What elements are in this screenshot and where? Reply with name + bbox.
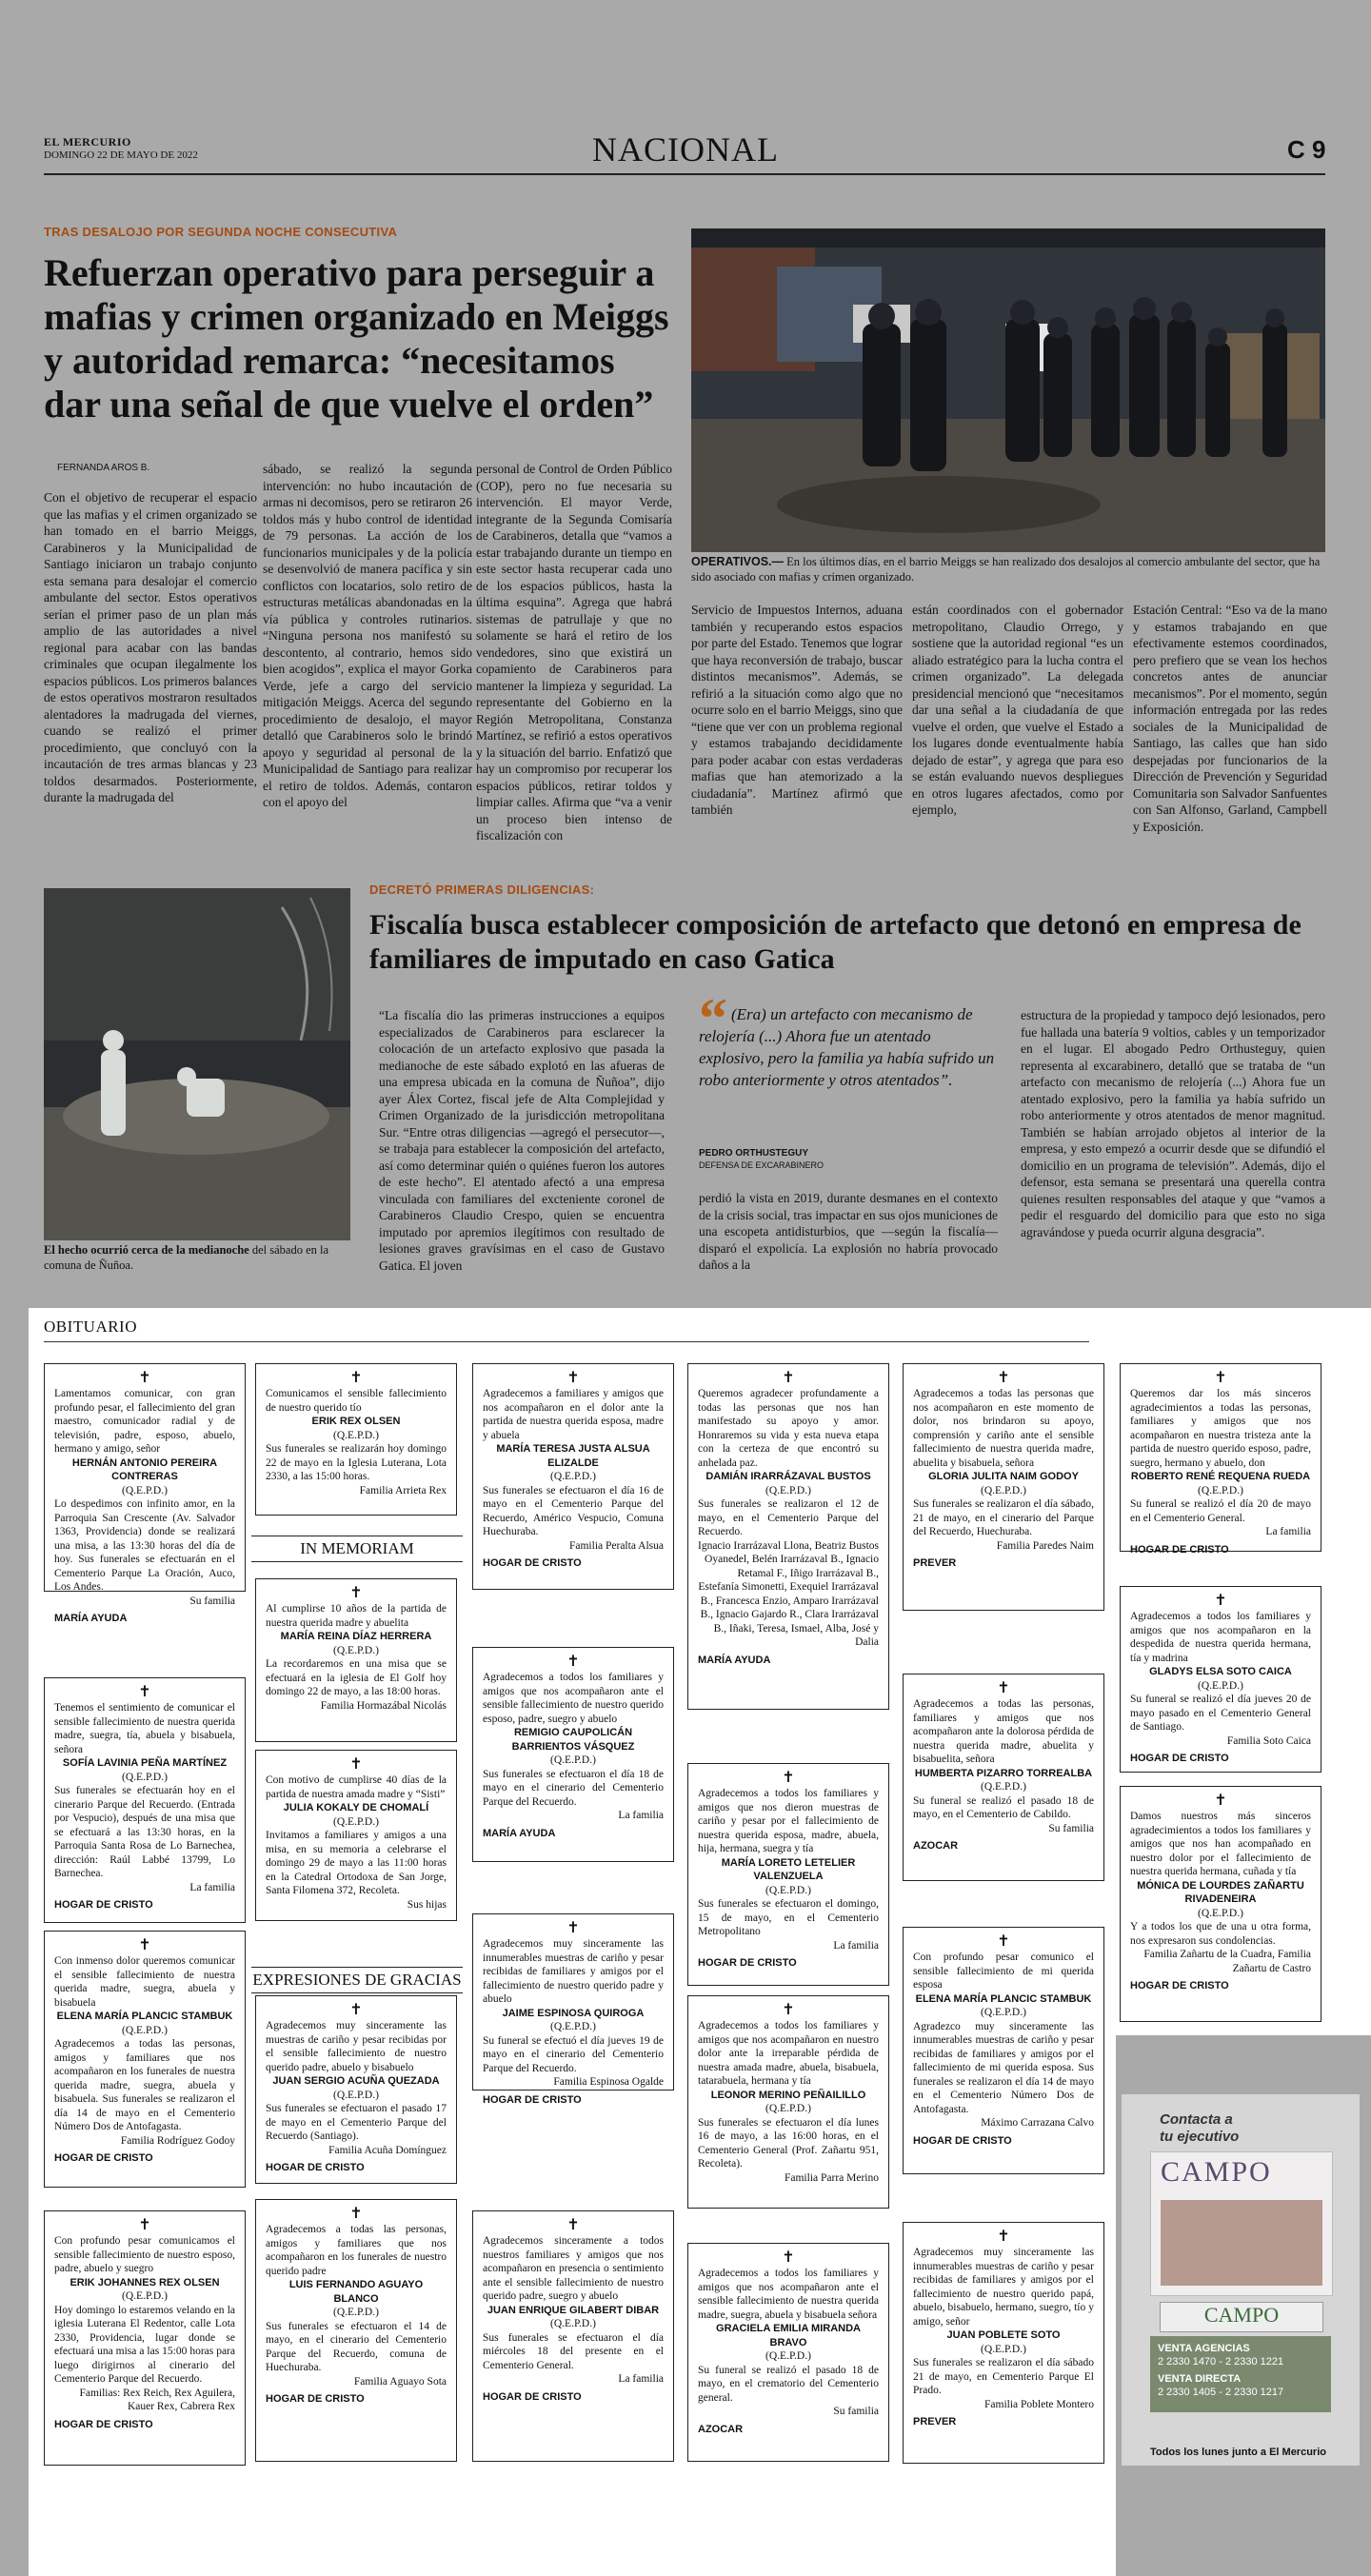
notice-text: Al cumplirse 10 años de la partida de nuestra querida madre y abuelita xyxy=(266,1603,447,1629)
cross-icon: ✝ xyxy=(782,2002,795,2018)
pull-quote-text: (Era) un artefacto con mecanismo de relojería (...) Ahora fue un atentado explosivo, pero la familia ya había sufrido un robo anteriormente y otros atentados”. xyxy=(699,1005,995,1089)
obituary-notice xyxy=(903,1674,1104,1881)
qepd-label: (Q.E.P.D.) xyxy=(981,1484,1026,1496)
notice-details: Sus funerales se efectuaron el pasado 17 de mayo en el Cementerio Parque del Recuerdo (Santiago). xyxy=(266,2103,447,2142)
sponsor-logo: HOGAR DE CRISTO xyxy=(1130,1980,1229,1991)
deceased-name: JAIME ESPINOSA QUIROGA xyxy=(502,2007,645,2019)
cross-icon: ✝ xyxy=(349,1370,363,1386)
qepd-label: (Q.E.P.D.) xyxy=(333,1429,379,1441)
qepd-label: (Q.E.P.D.) xyxy=(122,1484,168,1496)
newspaper-name: EL MERCURIO xyxy=(44,135,131,149)
notice-signature: Su familia xyxy=(189,1595,235,1607)
obituary-notice xyxy=(903,1363,1104,1611)
cross-icon: ✝ xyxy=(349,2206,363,2222)
obituary-notice xyxy=(472,1913,674,2106)
lead-photo xyxy=(691,228,1325,552)
obituary-notice xyxy=(472,1647,674,1862)
sponsor-logo: AZOCAR xyxy=(698,2423,744,2435)
notice-text: Agradecemos a todos los familiares y amigos que nos acompañaron en la despedida de nuestra querida hermana, tía y madrina xyxy=(1130,1611,1311,1664)
notice-text: Agradecemos a todos los familiares y amigos que nos dieron muestras de cariño y pesar por el fallecimiento de nuestra querida esposa, madre, abuela, hija, hermana, suegra y tía xyxy=(698,1788,879,1854)
deceased-name: MÓNICA DE LOURDES ZAÑARTU RIVADENEIRA xyxy=(1137,1879,1304,1905)
obituary-notice xyxy=(255,1750,457,1921)
deceased-name: DAMIÁN IRARRÁZAVAL BUSTOS xyxy=(705,1471,871,1482)
section-title: NACIONAL xyxy=(592,130,779,168)
deceased-name: GRACIELA EMILIA MIRANDA BRAVO xyxy=(716,2323,861,2348)
deceased-name: ELENA MARÍA PLANCIC STAMBUK xyxy=(915,1992,1092,2005)
qepd-label: (Q.E.P.D.) xyxy=(981,2007,1026,2018)
obituary-notice xyxy=(687,2243,889,2462)
sponsor-logo: PREVER xyxy=(913,1557,957,1569)
deceased-name: JUAN POBLETE SOTO xyxy=(946,2329,1061,2341)
notice-signature: Familia Espinosa Ogalde xyxy=(553,2076,664,2088)
notice-details: Agradecemos a todas las personas, amigos y familiares que nos acompañaron en los funerales de nuestra querida madre, suegra, abuela y bisabuela. Sus funerales se realizaron el día 14 de mayo en el Cementerio Número Dos de Antofagasta. xyxy=(54,2038,235,2132)
in-memoriam-heading: IN MEMORIAM xyxy=(251,1536,463,1562)
obituary-notice xyxy=(1120,1786,1321,2022)
notice-signature: Familias: Rex Reich, Rex Aguilera, Kauer Rex, Cabrera Rex xyxy=(79,2387,235,2412)
deceased-name: ELENA MARÍA PLANCIC STAMBUK xyxy=(56,2011,233,2022)
deceased-name: SOFÍA LAVINIA PEÑA MARTÍNEZ xyxy=(62,1757,228,1769)
notice-signature: Familia Hormazábal Nicolás xyxy=(320,1699,447,1712)
qepd-label: (Q.E.P.D.) xyxy=(333,2089,379,2101)
obituary-notice xyxy=(687,1763,889,1986)
notice-details: Sus funerales se efectuaron el día 16 de mayo en el Cementerio Parque del Recuerdo, Américo Vespucio, Comuna Huechuraba. xyxy=(483,1484,664,1537)
notice-text: Agradecemos a todos los familiares y amigos que nos acompañaron ante el sensible fallecimiento de nuestra querida madre, suegra, abuela y bisabuela señora xyxy=(698,2268,879,2321)
page-number: C 9 xyxy=(1287,135,1326,164)
sponsor-logo: HOGAR DE CRISTO xyxy=(483,2093,582,2106)
deceased-name: HUMBERTA PIZARRO TORREALBA xyxy=(914,1767,1093,1779)
notice-details: La recordaremos en una misa que se efectuará en la iglesia de El Golf hoy domingo 22 de mayo, a las 18:00 horas. xyxy=(266,1658,447,1697)
qepd-label: (Q.E.P.D.) xyxy=(122,2024,168,2036)
notice-signature: Familia Acuña Domínguez xyxy=(328,2144,447,2156)
cross-icon: ✝ xyxy=(566,1654,580,1670)
cross-icon: ✝ xyxy=(349,1585,363,1601)
lead-column-1: Con el objetivo de recuperar el espacio que las mafias y el crimen organizado se han tomado en el barrio Meiggs, Carabineros y la Municipalidad de Santiago iniciaron un trabajo conjunto esta semana para desalojar el comercio ambulante del sector. Estos operativos serían el primer paso de un plan más amplio de las autoridades a nivel regional para acabar con las bandas criminales que ocupan ilegalmente los espacios públicos. Los primeros balances de estos operativos mostraron resultados alentadores la madrugada del viernes, cuando se realizó el primer procedimiento, que concluyó con la incautación de tres armas blancas y 23 toldos desarmados. Posteriormente, durante la madrugada del xyxy=(44,490,257,804)
ad-agencias-phone: 2 2330 1470 - 2 2330 1221 xyxy=(1158,2356,1284,2368)
deceased-name: MARÍA LORETO LETELIER VALENZUELA xyxy=(721,1856,856,1882)
notice-text: Agradecemos a todas las personas, familiares y amigos que nos acompañaron ante la dolorosa pérdida de nuestra querida madre, abuelita y bisabuelita, señora xyxy=(913,1698,1094,1765)
cross-icon: ✝ xyxy=(566,1920,580,1936)
notice-text: Agradecemos a todas las personas que nos acompañaron en este momento de dolor, nos brindaron su apoyo, comprensión y cariño ante el sensible fallecimiento de nuestra querida madre, abuelita y bisabuela, señora xyxy=(913,1388,1094,1469)
qepd-label: (Q.E.P.D.) xyxy=(550,2021,596,2032)
obituary-notice xyxy=(255,1995,457,2184)
deceased-name: GLORIA JULITA NAIM GODOY xyxy=(928,1471,1079,1482)
second-column-3: estructura de la propiedad y tampoco dejó lesionados, pero fue hallada una batería 9 voltios, cables y un temporizador en el lugar. El abogado Pedro Orthusteguy, quien representa al excarabinero, detalló que se trataba de “un artefacto con mecanismo de relojería (...) Ahora fue un atentado explosivo, pero la familia ya había sufrido un robo anteriormente y otros atentados de menor magnitud. También se habían arrojado objetos al interior de la empresa, y esto empezó a ocurrir desde que se difundió el domicilio en un programa de televisión”. Además, dijo el defensor, esta semana se presentará una querella contra quienes resulten responsables del ataque y que “vamos a pedir el resguardo del domicilio para que esto no siga agravándose y pueda ocurrir alguna desgracia”. xyxy=(1021,1008,1325,1239)
lead-kicker: TRAS DESALOJO POR SEGUNDA NOCHE CONSECUTIVA xyxy=(44,225,398,239)
ad-directa-phone: 2 2330 1405 - 2 2330 1217 xyxy=(1158,2387,1284,2398)
qepd-label: (Q.E.P.D.) xyxy=(333,1644,379,1656)
notice-details: Sus funerales se efectuaron el día lunes 16 de mayo, a las 16:00 horas, en el Cementerio General (Prof. Zañartu 951, Recoleta). xyxy=(698,2116,879,2170)
notice-details: Y a todos los que de una u otra forma, nos expresaron sus condolencias. xyxy=(1130,1921,1311,1947)
notice-signature: Familia Aguayo Sota xyxy=(353,2375,447,2388)
cross-icon: ✝ xyxy=(138,2217,151,2233)
notice-text: Queremos dar los más sinceros agradecimientos a todas las personas, familiares y amigos que nos acompañaron en nuestra tristeza ante la partida de nuestro querido esposo, padre, suegro, hermano y abuelo, don xyxy=(1130,1388,1311,1469)
notice-text: Agradecemos muy sinceramente las innumerables muestras de cariño y pesar recibidas de familiares y amigos por el fallecimiento de nuestro querido padre y abuelo xyxy=(483,1938,664,2005)
notice-details: Sus funerales se efectuarán hoy en el cinerario Parque del Recuerdo. (Entrada por Vespucio), después de una misa que se efectuará a las 13:30 horas, en la Parroquia Santa Rosa de Lo Barnechea, dirección: Raúl Labbé 13799, Lo Barnechea. xyxy=(54,1785,235,1879)
obituary-notice xyxy=(44,1677,246,1923)
notice-details: Lo despedimos con infinito amor, en la Parroquia San Crescente (Av. Salvador 1363, Providencia) donde se realizará una misa, a las 13:30 horas del día de hoy. Sus funerales se efectuarán en el Cementerio Parque La Oración, Auco, Los Andes. xyxy=(54,1498,235,1593)
deceased-name: ERIK JOHANNES REX OLSEN xyxy=(70,2276,220,2289)
notice-text: Con motivo de cumplirse 40 días de la partida de nuestra amada madre y “Sisti” xyxy=(266,1774,447,1800)
sponsor-logo: PREVER xyxy=(913,2416,957,2427)
cross-icon: ✝ xyxy=(997,1933,1010,1950)
qepd-label: (Q.E.P.D.) xyxy=(1198,1679,1243,1692)
deceased-name: LUIS FERNANDO AGUAYO BLANCO xyxy=(288,2279,424,2305)
ad-magazine-cover xyxy=(1150,2151,1333,2296)
obituary-notice xyxy=(687,1363,889,1710)
deceased-name: REMIGIO CAUPOLICÁN BARRIENTOS VÁSQUEZ xyxy=(511,1727,635,1753)
notice-text: Lamentamos comunicar, con gran profundo pesar, el fallecimiento del gran maestro, comunicador radial y de televisión, padre, esposo, abuelo, hermano y amigo, señor xyxy=(54,1388,235,1455)
notice-signature: Su familia xyxy=(1048,1822,1094,1834)
obituary-rule xyxy=(44,1341,1089,1342)
police-operation-image xyxy=(691,228,1325,552)
notice-details: Sus funerales se efectuaron el día miércoles 18 del presente en el Cementerio General. xyxy=(483,2331,664,2371)
cross-icon: ✝ xyxy=(566,1370,580,1386)
cross-icon: ✝ xyxy=(138,1370,151,1386)
obituary-notice xyxy=(903,1927,1104,2174)
notice-text: Agradecemos a familiares y amigos que nos acompañaron en el dolor ante la partida de nuestra querida esposa, madre y abuela xyxy=(483,1388,664,1441)
issue-date: DOMINGO 22 DE MAYO DE 2022 xyxy=(44,149,198,161)
cross-icon: ✝ xyxy=(1214,1593,1227,1609)
caption-bold: El hecho ocurrió cerca de la medianoche xyxy=(44,1243,249,1257)
notice-signature: Familia Rodríguez Godoy xyxy=(120,2134,235,2147)
obituary-notice xyxy=(255,2199,457,2462)
cross-icon: ✝ xyxy=(1214,1370,1227,1386)
cross-icon: ✝ xyxy=(566,2217,580,2233)
deceased-name: JUAN SERGIO ACUÑA QUEZADA xyxy=(272,2075,440,2087)
ad-footer: Todos los lunes junto a El Mercurio xyxy=(1150,2447,1326,2458)
deceased-name: GLADYS ELSA SOTO CAICA xyxy=(1149,1666,1292,1677)
sponsor-logo: HOGAR DE CRISTO xyxy=(698,1957,797,1969)
caption-label: OPERATIVOS.— xyxy=(691,555,785,568)
obituary-title: OBITUARIO xyxy=(44,1318,137,1336)
cross-icon: ✝ xyxy=(349,2002,363,2018)
obituary-notice xyxy=(255,1578,457,1742)
qepd-label: (Q.E.P.D.) xyxy=(981,1781,1026,1793)
notice-signature: Familia Arrieta Rex xyxy=(359,1484,447,1496)
notice-signature: Familia Poblete Montero xyxy=(984,2398,1094,2410)
qepd-label: (Q.E.P.D.) xyxy=(765,1884,811,1896)
lead-column-3: personal de Control de Orden Público (COP), pero no fue necesaria su intervención. El mayor Verde, integrante de la Segunda Comisaría de Carabineros, detalla que “vamos a estar trabajando durante un tiempo en este sector hasta recuperar cada uno de los espacios públicos, hasta la última esquina”. Agrega que habrá sistemas de patrullaje y que no solamente se hará el retiro de los vendedores, sino que existirá un copamiento de Carabineros para mantener la limpieza y seguridad. La representante del Gobierno en la Región Metropolitana, Constanza Martínez, se refirió a estos operativos y la situación del barrio. Enfatizó que hay un compromiso por recuperar los espacios públicos, retirar toldos y limpiar calles. Afirma que “va a venir un proceso bien intenso de fiscalización con xyxy=(476,462,672,842)
sponsor-logo: MARÍA AYUDA xyxy=(483,1827,556,1839)
qepd-label: (Q.E.P.D.) xyxy=(333,1815,379,1828)
sponsor-logo: HOGAR DE CRISTO xyxy=(266,2162,365,2173)
cross-icon: ✝ xyxy=(1214,1793,1227,1809)
lead-column-6: Estación Central: “Eso va de la mano y estamos trabajando en que efectivamente estemos coordinados, pero prefiero que se vean los hechos concretos antes de anunciar mecanismos”. Por el momento, según información entregada por las redes sociales de la Municipalidad de Santiago, las calles que han sido despejadas por funcionarios de la Dirección de Prevención y Seguridad Comunitaria son Salvador Sanfuentes con San Alfonso, Garland, Campbell y Exposición. xyxy=(1133,603,1327,834)
notice-details: Sus funerales se realizarán hoy domingo 22 de mayo en la Iglesia Luterana, Lota 2330, a las 15:00 horas. xyxy=(266,1443,447,1482)
qepd-label: (Q.E.P.D.) xyxy=(1198,1484,1243,1496)
obituary-notice xyxy=(1120,1586,1321,1773)
cross-icon: ✝ xyxy=(782,1370,795,1386)
notice-signature: Su familia xyxy=(833,2406,879,2417)
notice-details: Hoy domingo lo estaremos velando en la iglesia Luterana El Redentor, calle Lota 2330, Providencia, lugar donde se efectuará una misa a las 15:00 horas para luego dirigirnos al cinerario del Cementerio Parque del Recuerdo. xyxy=(54,2304,235,2385)
lead-headline: Refuerzan operativo para perseguir a mafias y crimen organizado en Meiggs y autoridad remarca: “necesitamos dar una señal de que vuelve el orden” xyxy=(44,251,669,426)
deceased-name: ERIK REX OLSEN xyxy=(311,1416,401,1427)
obituary-notice xyxy=(472,2210,674,2462)
notice-details: Su funeral se efectuó el día jueves 19 de mayo en el cinerario del Cementerio Parque del Recuerdo. xyxy=(483,2034,664,2074)
notice-text: Con profundo pesar comunico el sensible fallecimiento de mi querida esposa xyxy=(913,1952,1094,1991)
notice-text: Agradecemos muy sinceramente las muestras de cariño y pesar recibidas por el sensible fallecimiento de nuestro querido padre, abuelo y bisabuelo xyxy=(266,2020,447,2073)
qepd-label: (Q.E.P.D.) xyxy=(765,2103,811,2114)
sponsor-logo: HOGAR DE CRISTO xyxy=(913,2134,1012,2147)
notice-signature: Ignacio Irarrázaval Llona, Beatriz Bustos Oyanedel, Belén Irarrázaval B., Ignacio Retamal F., Iñigo Irarrázaval B., Estefanía Simonetti, Exequiel Irarrázaval B., Francesca Enzio, Amparo Irarrázaval B., Ignacio Gajardo R., Clara Irarrázaval B., Iñaki, Teresa, Ismael, Alba, José y Dalia xyxy=(698,1539,879,1648)
notice-details: Sus funerales se efectuaron el día 18 de mayo en el cinerario del Cementerio Parque del Recuerdo. xyxy=(483,1768,664,1808)
sponsor-logo: HOGAR DE CRISTO xyxy=(266,2393,365,2405)
notice-signature: Familia Parra Merino xyxy=(784,2171,879,2184)
header-rule xyxy=(44,173,1325,175)
lead-column-4: Servicio de Impuestos Internos, aduana también y recuperando estos espacios por parte del Estado. Tenemos que lograr que haya reconversión de trabajo, buscar distintos mecanismos”. Además, se refirió a la situación como algo que no ocurre solo en el barrio Meiggs, sino que “tiene que ver con un problema regional y estamos trabajando decididamente para poder acabar con estas verdaderas mafias que han atemorizado a la ciudadanía”. Martínez afirmó que también xyxy=(691,603,903,817)
sponsor-logo: HOGAR DE CRISTO xyxy=(1130,1543,1229,1556)
notice-details: Su funeral se realizó el día jueves 20 de mayo pasado en el Cementerio General de Santiago. xyxy=(1130,1694,1311,1733)
obituary-notice xyxy=(903,2222,1104,2464)
second-column-1: “La fiscalía dio las primeras instrucciones a equipos especializados de Carabineros para esclarecer la colocación de un artefacto explosivo que pasada la medianoche de este sábado explotó en las afueras de una empresa ubicada en la comuna de Ñuñoa”, dijo ayer Álex Cortez, fiscal jefe de Alta Complejidad y Crimen Organizado de la jurisdicción metropolitana Sur. “Entre otras diligencias —agregó el persecutor—, se trabaja para establecer la composición del artefacto, así como determinar quién o quiénes fueron los autores de este hecho”. El atentado afectó a una empresa vinculada con familiares del excteniente coronel de Carabineros Claudio Crespo, quien se encuentra imputado por apremios ilegítimos con resultado de lesiones graves gravísimas en el caso de Gustavo Gatica. El joven xyxy=(379,1008,665,1273)
notice-details: Su funeral se realizó el día 20 de mayo en el Cementerio General. xyxy=(1130,1498,1311,1524)
sponsor-logo: HOGAR DE CRISTO xyxy=(483,2390,582,2403)
lead-column-5: están coordinados con el gobernador metropolitano, Claudio Orrego, y sostiene que la autoridad regional “es un aliado estratégico para la lucha contra el crimen organizado”. La delegada presidencial mencionó que “necesitamos dar una señal a la ciudadanía de que vuelve el orden, que vuelve el Estado a los lugares donde eventualmente había dejado de estar”, y agrega que para eso se están evaluando nuevos despliegues en otros lugares afectados, como por ejemplo, xyxy=(912,603,1123,817)
notice-signature: Máximo Carrazana Calvo xyxy=(981,2117,1094,2129)
notice-signature: Familia Paredes Naim xyxy=(996,1539,1094,1552)
obituary-notice xyxy=(472,1363,674,1590)
deceased-name: MARÍA TERESA JUSTA ALSUA ELIZALDE xyxy=(496,1443,650,1469)
obituary-notice xyxy=(255,1363,457,1516)
cross-icon: ✝ xyxy=(997,2229,1010,2245)
qepd-label: (Q.E.P.D.) xyxy=(765,1484,811,1496)
caption-text: del sábado en la comuna de Ñuñoa. xyxy=(44,1243,329,1272)
qepd-label: (Q.E.P.D.) xyxy=(981,2343,1026,2355)
lead-byline: FERNANDA AROS B. xyxy=(57,463,150,473)
qepd-label: (Q.E.P.D.) xyxy=(122,2290,168,2302)
notice-text: Tenemos el sentimiento de comunicar el sensible fallecimiento de nuestra querida madre, suegra, tía, abuela y bisabuela, señora xyxy=(54,1702,235,1755)
notice-text: Agradecemos a todas las personas, amigos y familiares que nos acompañaron en los funerales de nuestro querido padre xyxy=(266,2224,447,2277)
notice-signature: Familia Peralta Alsua xyxy=(568,1539,664,1552)
notice-details: Sus funerales se realizaron el 12 de mayo, en el Cementerio Parque del Recuerdo. xyxy=(698,1498,879,1537)
deceased-name: ROBERTO RENÉ REQUENA RUEDA xyxy=(1130,1471,1311,1482)
quote-role: DEFENSA DE EXCARABINERO xyxy=(699,1160,825,1170)
sponsor-logo: HOGAR DE CRISTO xyxy=(54,2418,153,2430)
ad-directa-label: VENTA DIRECTA xyxy=(1158,2373,1242,2385)
second-photo xyxy=(44,888,350,1240)
notice-signature: La familia xyxy=(1265,1526,1311,1537)
sponsor-logo: MARÍA AYUDA xyxy=(54,1613,128,1624)
ad-phone-box xyxy=(1150,2336,1331,2412)
qepd-label: (Q.E.P.D.) xyxy=(550,1471,596,1482)
lead-column-2: sábado, se realizó la segunda intervención: no hubo incautación de armas ni decomisos, pero se retiraron 26 toldos más y hubo control de identidad de 79 personas. La acción de los funcionarios municipales y de la policía se desenvolvió de manera pacífica y sin conflictos con locatarios, solo retiro de estructuras metálicas abandonadas en la vía pública y controles rutinarios. “Ninguna persona nos manifestó su descontento, al contrario, hemos sido bien acogidos”, explica el mayor Gorka Verde, jefe a cargo del servicio mitigación Meiggs. Acerca del segundo procedimiento de desalojo, el mayor detalló que Carabineros solo le brindó apoyo y seguridad al personal de la Municipalidad de Santiago para realizar el retiro de toldos. Además, contaron con el apoyo del xyxy=(263,462,472,809)
notice-details: Su funeral se realizó el pasado 18 de mayo, en el crematorio del Cementerio general. xyxy=(698,2364,879,2404)
notice-details: Sus funerales se realizaron el día sábado, 21 de mayo, en el cinerario del Parque del Recuerdo, Huechuraba. xyxy=(913,1498,1094,1537)
obituary-notice xyxy=(44,2210,246,2466)
obituary-notice xyxy=(44,1931,246,2188)
cross-icon: ✝ xyxy=(782,1770,795,1786)
notice-text: Con inmenso dolor queremos comunicar el sensible fallecimiento de nuestra querida madre, suegra, abuela y bisabuela xyxy=(54,1955,235,2009)
caption-text: En los últimos días, en el barrio Meiggs se han realizado dos desalojos al comercio ambulante del sector, que ha sido asociado con mafias y crimen organizado. xyxy=(691,555,1321,584)
qepd-label: (Q.E.P.D.) xyxy=(1198,1907,1243,1919)
second-headline: Fiscalía busca establecer composición de artefacto que detonó en empresa de familiares de imputado en caso Gatica xyxy=(369,909,1301,975)
qepd-label: (Q.E.P.D.) xyxy=(333,2307,379,2318)
quote-mark-icon: “ xyxy=(699,987,727,1050)
obituary-notice xyxy=(44,1363,246,1624)
cross-icon: ✝ xyxy=(349,1756,363,1773)
notice-signature: Sus hijas xyxy=(407,1898,447,1911)
sponsor-logo: MARÍA AYUDA xyxy=(698,1654,771,1666)
second-photo-caption xyxy=(44,1242,350,1273)
deceased-name: JUAN ENRIQUE GILABERT DIBAR xyxy=(487,2304,660,2316)
notice-text: Comunicamos el sensible fallecimiento de nuestro querido tío xyxy=(266,1388,447,1414)
ad-cover-photo xyxy=(1161,2200,1322,2286)
notice-signature: La familia xyxy=(618,1810,664,1821)
qepd-label: (Q.E.P.D.) xyxy=(550,1754,596,1766)
qepd-label: (Q.E.P.D.) xyxy=(122,1771,168,1783)
deceased-name: MARÍA REINA DÍAZ HERRERA xyxy=(280,1631,432,1642)
notice-signature: La familia xyxy=(833,1939,879,1952)
notice-text: Agradecemos muy sinceramente las innumerables muestras de cariño y pesar recibidas de familiares y amigos por el fallecimiento de nuestro querido papá, abuelo, bisabuelo, hermano, suegro, tío y amigo, señor xyxy=(913,2247,1094,2328)
notice-signature: La familia xyxy=(618,2373,664,2385)
cross-icon: ✝ xyxy=(997,1680,1010,1696)
sponsor-logo: HOGAR DE CRISTO xyxy=(54,2152,153,2164)
cross-icon: ✝ xyxy=(138,1684,151,1700)
notice-details: Sus funerales se efectuaron el 14 de mayo, en el cinerario del Cementerio Parque del Recuerdo, comuna de Huechuraba. xyxy=(266,2320,447,2373)
campo-advertisement[interactable] xyxy=(1122,2094,1360,2466)
pull-quote xyxy=(699,1003,998,1091)
sponsor-logo: HOGAR DE CRISTO xyxy=(483,1557,582,1569)
notice-signature: Familia Soto Caica xyxy=(1226,1734,1311,1747)
obituary-notice xyxy=(687,1995,889,2209)
notice-text: Queremos agradecer profundamente a todas las personas que nos han manifestado su apoyo y amor. Honraremos su vida y esta nueva etapa con la certeza de que encontró su anhelada paz. xyxy=(698,1388,879,1469)
second-kicker: DECRETÓ PRIMERAS DILIGENCIAS: xyxy=(369,882,595,897)
notice-signature: Familia Zañartu de la Cuadra, Familia Zañartu de Castro xyxy=(1143,1949,1311,1974)
notice-details: Invitamos a familiares y amigos a una misa, en su memoria a celebrarse el domingo 29 de mayo a las 11:00 horas en la Catedral Ortodoxa de San Jorge, Santa Filomena 372, Recoleta. xyxy=(266,1830,447,1896)
notice-signature: La familia xyxy=(189,1881,235,1893)
ad-agencias-label: VENTA AGENCIAS xyxy=(1158,2343,1250,2354)
notice-text: Agradecemos a todos los familiares y amigos que nos acompañaron en nuestro dolor ante la irreparable pérdida de nuestra amada madre, abuela, bisabuela, tatarabuela, hermana y tía xyxy=(698,2020,879,2087)
deceased-name: HERNÁN ANTONIO PEREIRA CONTRERAS xyxy=(71,1456,218,1482)
deceased-name: LEONOR MERINO PEÑAILILLO xyxy=(710,2089,866,2101)
notice-details: Agradezco muy sinceramente las innumerables muestras de cariño y pesar recibidas de familiares y amigos por el fallecimiento de mi querida esposa. Sus funerales se realizaron el día 14 de mayo en el Cementerio Número Dos de Antofagasta. xyxy=(913,2020,1094,2115)
cross-icon: ✝ xyxy=(138,1937,151,1953)
cross-icon: ✝ xyxy=(997,1370,1010,1386)
notice-text: Agradecemos a todos los familiares y amigos que nos acompañaron ante el sensible fallecimiento de nuestro querido esposo, padre, suegro y abuelo xyxy=(483,1672,664,1725)
sponsor-logo: HOGAR DE CRISTO xyxy=(1130,1753,1229,1764)
second-column-2: perdió la vista en 2019, durante desmanes en el contexto de la crisis social, tras impactar en sus ojos municiones de una escopeta antidisturbios, que —según la fiscalía— disparó el expolicía. La explosión no habría provocado daños a la xyxy=(699,1191,998,1272)
notice-details: Sus funerales se efectuaron el domingo, 15 de mayo, en el Cementerio Metropolitano xyxy=(698,1898,879,1937)
expresiones-heading: EXPRESIONES DE GRACIAS xyxy=(251,1967,463,1993)
crime-scene-image xyxy=(44,888,350,1240)
notice-text: Agradecemos sinceramente a todos nuestros familiares y amigos que nos acompañaron en presencia o sentimiento ante el sensible fallecimiento de nuestro querido padre, suegro y abuelo xyxy=(483,2235,664,2302)
qepd-label: (Q.E.P.D.) xyxy=(550,2318,596,2329)
deceased-name: JULIA KOKALY DE CHOMALÍ xyxy=(283,1802,429,1813)
sponsor-logo: HOGAR DE CRISTO xyxy=(54,1899,153,1911)
notice-details: Sus funerales se realizaron el día sábado 21 de mayo, en Cementerio Parque El Prado. xyxy=(913,2357,1094,2396)
qepd-label: (Q.E.P.D.) xyxy=(765,2350,811,2362)
notice-text: Con profundo pesar comunicamos el sensible fallecimiento de nuestro esposo, padre, abuelo y suegro xyxy=(54,2235,235,2274)
notice-details: Su funeral se realizó el pasado 18 de mayo, en el Cementerio de Cabildo. xyxy=(913,1794,1094,1820)
obituary-notice xyxy=(1120,1363,1321,1556)
ad-line-1: Contacta a xyxy=(1160,2111,1233,2128)
ad-line-2: tu ejecutivo xyxy=(1160,2129,1240,2145)
cross-icon: ✝ xyxy=(782,2249,795,2266)
notice-text: Damos nuestros más sinceros agradecimientos a todos los familiares y amigos que nos han acompañado en nuestro dolor por el fallecimiento de nuestra querida hermana, cuñada y tía xyxy=(1130,1811,1311,1877)
quote-author: PEDRO ORTHUSTEGUY xyxy=(699,1148,809,1159)
ad-brand: CAMPO xyxy=(1161,2156,1272,2188)
ad-logo: CAMPO xyxy=(1160,2302,1323,2332)
lead-photo-caption xyxy=(691,554,1325,585)
sponsor-logo: AZOCAR xyxy=(913,1840,959,1852)
